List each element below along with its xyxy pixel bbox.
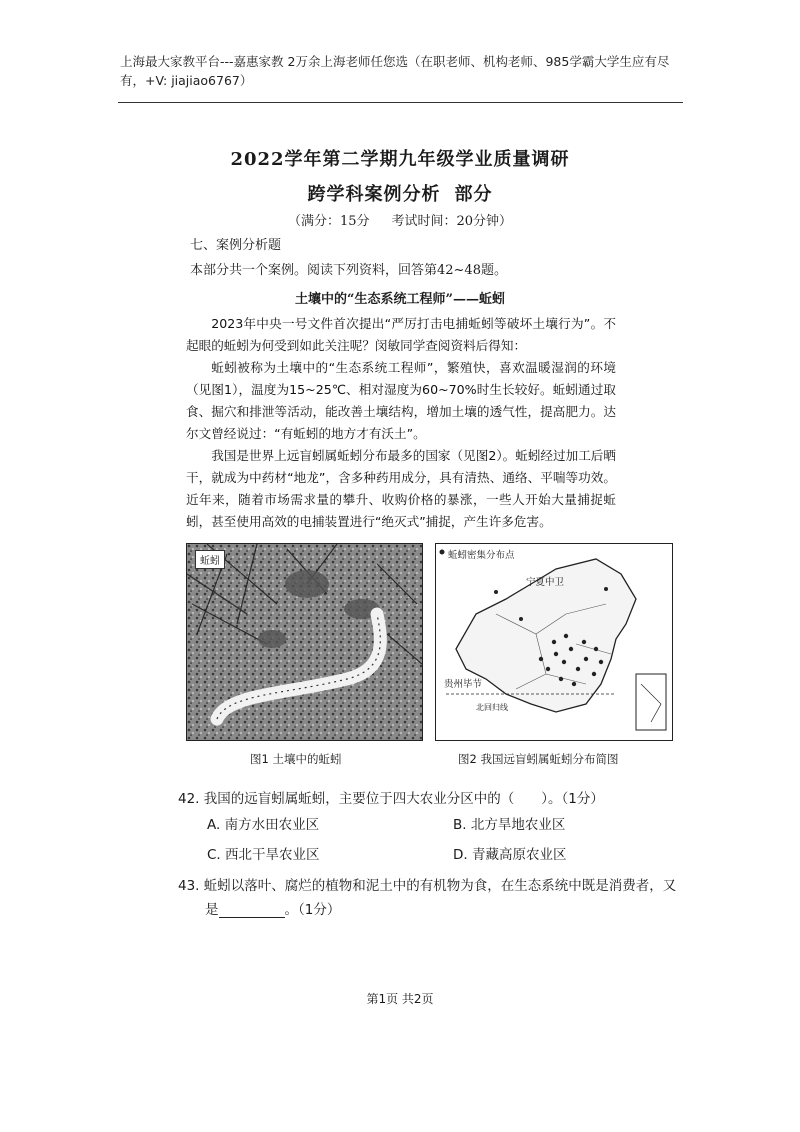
q43-prefix: 是 — [205, 902, 219, 918]
section-heading: 七、案例分析题 — [190, 238, 282, 253]
q42-option-a: A. 南方水田农业区 — [207, 817, 320, 833]
map-legend: 蚯蚓密集分布点 — [448, 550, 515, 561]
exam-subtitle — [0, 180, 800, 206]
case-title: 土壤中的“生态系统工程师”——蚯蚓 — [295, 292, 505, 307]
figure1-caption: 图1 土壤中的蚯蚓 — [250, 752, 342, 766]
question-42: 42. 我国的远盲蚓属蚯蚓，主要位于四大农业分区中的（ ）。（1分） — [178, 791, 604, 807]
page-number: 第1页 共2页 — [366, 992, 434, 1006]
figure2-caption: 图2 我国远盲蚓属蚯蚓分布简图 — [458, 752, 619, 766]
exam-subtitle-a: 跨学科案例分析 — [307, 184, 441, 205]
q42-option-b: B. 北方旱地农业区 — [453, 817, 566, 833]
map-label-ningxia: 宁夏中卫 — [526, 577, 565, 588]
q42-option-c: C. 西北干旱农业区 — [207, 847, 320, 863]
case-paragraph-3: 我国是世界上远盲蚓属蚯蚓分布最多的国家（见图2）。蚯蚓经过加工后晒干，就成为中药材“地龙”，含多种药用成分，具有清热、通络、平喘等功效。近年来，随着市场需求量的攀升、收购价格的暴涨，一些人开始大量捕捉蚯蚓，甚至使用高效的电捕装置进行“绝灭式”捕捉，产生许多危害。 — [186, 448, 616, 529]
exam-time: 考试时间：20分钟） — [391, 214, 513, 229]
section-intro: 本部分共一个案例。阅读下列资料，回答第42~48题。 — [190, 263, 507, 278]
exam-subtitle-b: 部分 — [454, 184, 493, 205]
case-paragraph-2: 蚯蚓被称为土壤中的“生态系统工程师”，繁殖快，喜欢温暖湿润的环境（见图1），温度为15~25℃、相对湿度为60~70%时生长较好。蚯蚓通过取食、掘穴和排泄等活动，能改善土壤结构，增加土壤的透气性，提高肥力。达尔文曾经说过：“有蚯蚓的地方才有沃土”。 — [186, 360, 616, 441]
exam-title: 2022学年第二学期九年级学业质量调研 — [230, 149, 570, 170]
q43-suffix: 。（1分） — [284, 902, 341, 918]
header-note: 上海最大家教平台---嘉惠家教 2万余上海老师任您选（在职老师、机构老师、985学霸大学生应有尽有，+V: jiajiao6767） — [120, 54, 670, 88]
distribution-map — [435, 543, 673, 741]
exam-score: （满分：15分 — [287, 214, 370, 229]
earthworm-photo-image — [187, 544, 422, 740]
map-label-guizhou: 贵州毕节 — [444, 679, 483, 690]
exam-meta — [0, 210, 800, 229]
question-43: 43. 蚯蚓以落叶、腐烂的植物和泥土中的有机物为食，在生态系统中既是消费者，又 — [178, 878, 677, 894]
header-divider — [118, 102, 683, 103]
question-43-line2 — [205, 898, 340, 918]
earthworm-tag: 蚯蚓 — [195, 550, 225, 569]
q42-option-d: D. 青藏高原农业区 — [453, 847, 567, 863]
earthworm-photo — [186, 543, 423, 741]
case-paragraph-1: 2023年中央一号文件首次提出“严厉打击电捕蚯蚓等破坏土壤行为”。不起眼的蚯蚓为何受到如此关注呢？闵敏同学查阅资料后得知： — [186, 316, 616, 353]
q43-answer-blank — [219, 903, 285, 918]
map-label-tropic: 北回归线 — [476, 703, 508, 712]
